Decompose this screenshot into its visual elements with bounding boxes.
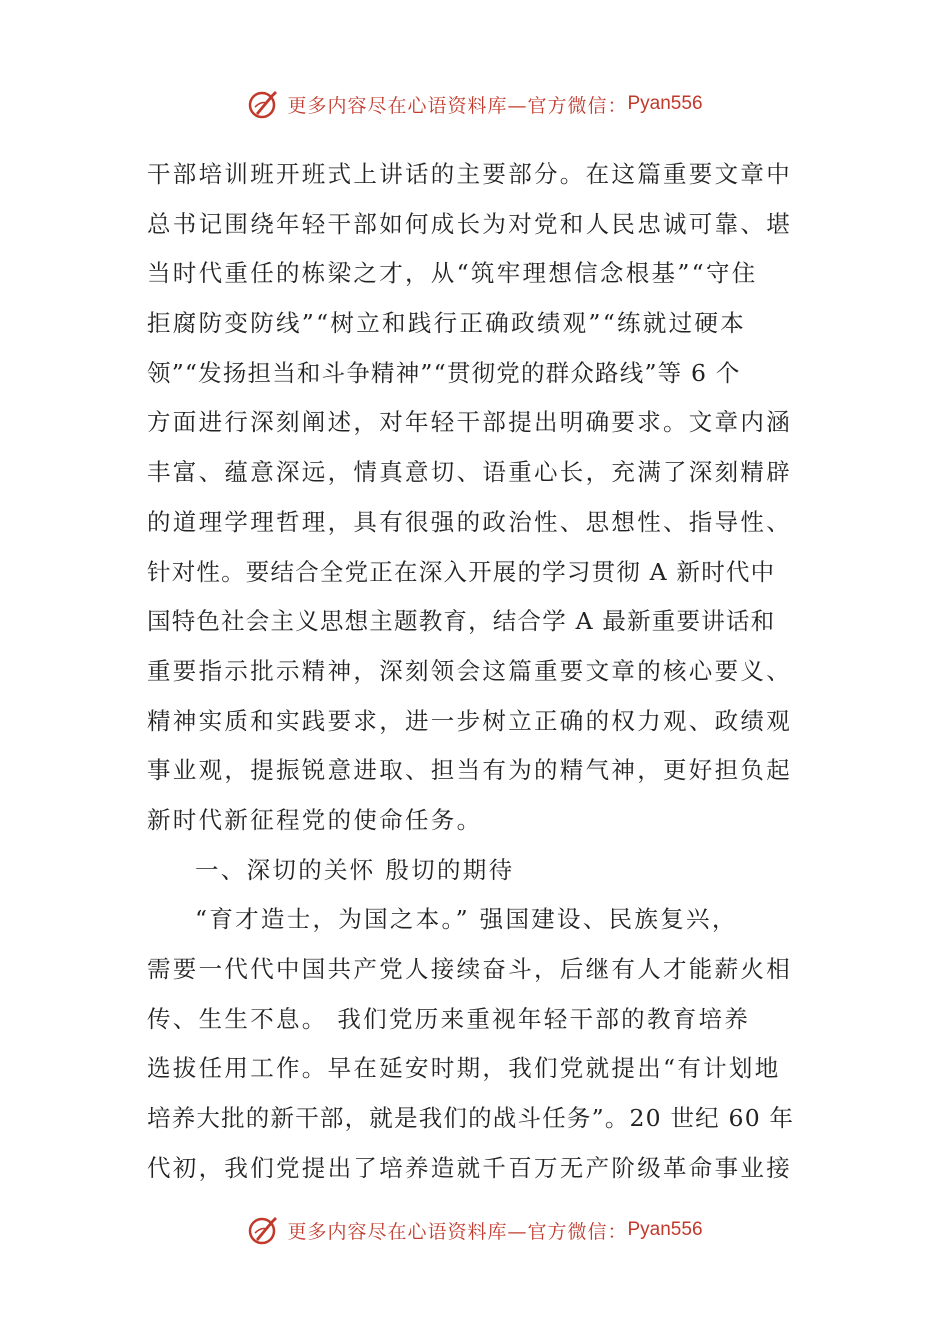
body-line: 国特色社会主义思想主题教育，结合学 A 最新重要讲话和 [147,607,776,636]
body-line: 当时代重任的栋梁之才，从“筑牢理想信念根基”“守住 [147,259,758,288]
pen-logo-icon [247,87,281,121]
document-body [147,150,807,1193]
body-line: 需要一代代中国共产党人接续奋斗，后继有人才能薪火相 [147,955,792,983]
footer-banner [0,1210,950,1250]
body-line: 精神实质和实践要求，进一步树立正确的权力观、政绩观 [147,706,792,735]
body-line: 总书记围绕年轻干部如何成长为对党和人民忠诚可靠、堪 [147,209,792,238]
body-line: 传、生生不息。 我们党历来重视年轻干部的教育培养 [147,1004,751,1033]
pen-logo-icon [247,1213,281,1247]
header-banner-text: 更多内容尽在心语资料库—官方微信： [287,94,628,117]
body-line: 新时代新征程党的使命任务。 [147,805,483,834]
body-line: 的道理学理哲理，具有很强的政治性、思想性、指导性、 [147,507,792,536]
body-line: 选拔任用工作。早在延安时期，我们党就提出“有计划地 [147,1054,781,1083]
footer-banner-id: Pyan556 [627,1219,703,1240]
body-line: 事业观，提振锐意进取、担当有为的精气神，更好担负起 [147,756,792,785]
body-line: 重要指示批示精神，深刻领会这篇重要文章的核心要义、 [147,656,792,685]
body-line: 培养大批的新干部，就是我们的战斗任务”。20 世纪 60 年 [147,1104,795,1133]
body-line: 丰富、蕴意深远，情真意切、语重心长，充满了深刻精辟 [147,458,792,487]
body-line: 针对性。要结合全党正在深入开展的学习贯彻 A 新时代中 [147,557,776,586]
body-line: 方面进行深刻阐述，对年轻干部提出明确要求。文章内涵 [147,408,792,437]
body-line: 领”“发扬担当和斗争精神”“贯彻党的群众路线”等 6 个 [147,358,741,387]
header-banner [0,84,950,124]
footer-banner-text: 更多内容尽在心语资料库—官方微信： [287,1220,628,1243]
body-line: 拒腐防变防线”“树立和践行正确政绩观”“练就过硬本 [147,309,747,338]
body-line: “育才造士，为国之本。” 强国建设、民族复兴， [195,905,738,934]
header-banner-id: Pyan556 [627,93,703,114]
section-heading: 一、深切的关怀 殷切的期待 [195,855,515,884]
body-line: 代初，我们党提出了培养造就千百万无产阶级革命事业接 [147,1153,792,1182]
body-line: 干部培训班开班式上讲话的主要部分。在这篇重要文章中 [147,160,792,188]
